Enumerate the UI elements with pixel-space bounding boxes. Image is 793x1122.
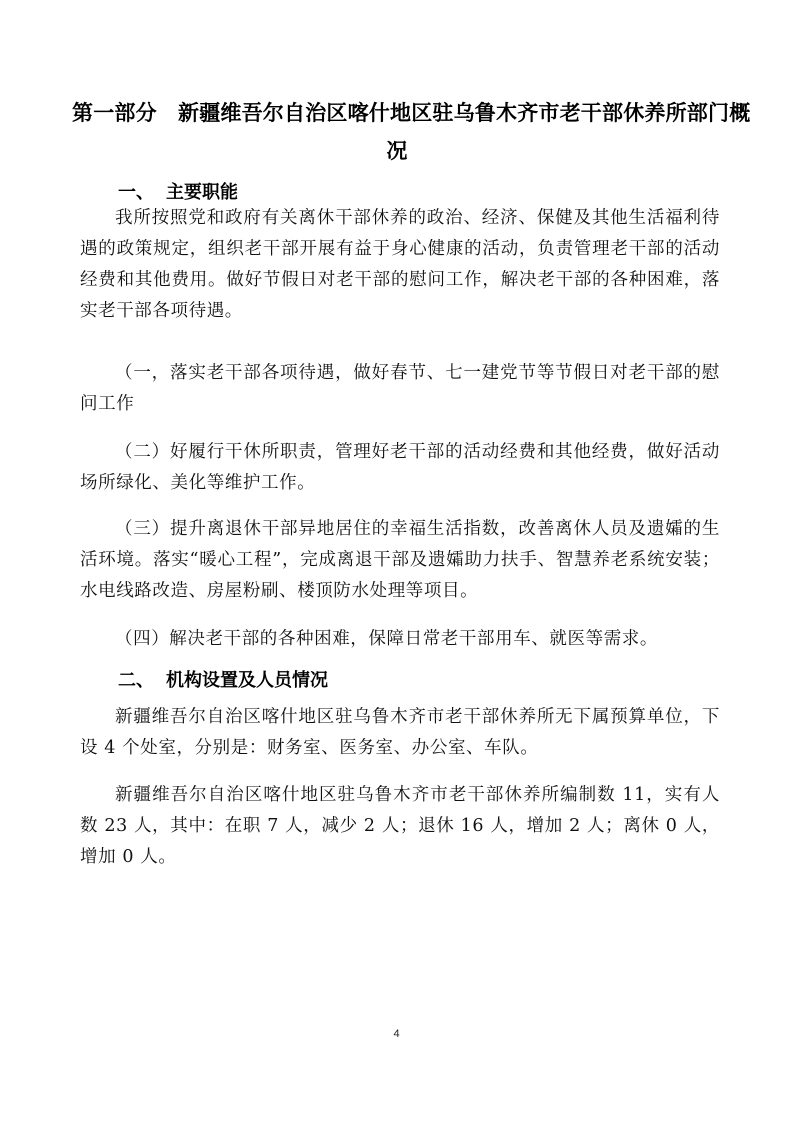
page-number: 4 bbox=[393, 1028, 400, 1040]
section-heading-text: 机构设置及人员情况 bbox=[166, 670, 328, 691]
section-heading-text: 主要职能 bbox=[166, 182, 238, 203]
section-number: 二、 bbox=[118, 670, 154, 691]
paragraph: 新疆维吾尔自治区喀什地区驻乌鲁木齐市老干部休养所编制数 11，实有人数 23 人，其中：在职 7 人，减少 2 人；退休 16 人，增加 2 人；离休 0 人，增加 0 人。 bbox=[80, 785, 720, 867]
paragraph: 我所按照党和政府有关离休干部休养的政治、经济、保健及其他生活福利待遇的政策规定，组织老干部开展有益于身心健康的活动，负责管理老干部的活动经费和其他费用。做好节假日对老干部的慰问工作，解决老干部的各种困难，落实老干部各项待遇。 bbox=[80, 208, 720, 321]
section-heading-organization bbox=[118, 669, 328, 693]
paragraph: （二）好履行干休所职责，管理好老干部的活动经费和其他经费，做好活动场所绿化、美化等维护工作。 bbox=[80, 442, 720, 493]
title-line-2: 况 bbox=[386, 139, 408, 163]
paragraph: （四）解决老干部的各种困难，保障日常老干部用车、就医等需求。 bbox=[115, 629, 658, 649]
section-heading-functions bbox=[118, 181, 238, 205]
paragraph: （一，落实老干部各项待遇，做好春节、七一建党节等节假日对老干部的慰问工作 bbox=[80, 363, 720, 414]
paragraph: 新疆维吾尔自治区喀什地区驻乌鲁木齐市老干部休养所无下属预算单位，下设 4 个处室，分别是：财务室、医务室、办公室、车队。 bbox=[80, 707, 720, 758]
title-line-1: 第一部分 新疆维吾尔自治区喀什地区驻乌鲁木齐市老干部休养所部门概 bbox=[72, 101, 751, 125]
section-number: 一、 bbox=[118, 182, 154, 203]
paragraph: （三）提升离退休干部异地居住的幸福生活指数，改善离休人员及遗孀的生活环境。落实“暖心工程”，完成离退干部及遗孀助力扶手、智慧养老系统安装；水电线路改造、房屋粉刷、楼顶防水处理等项目。 bbox=[80, 519, 720, 601]
page-title bbox=[72, 94, 751, 170]
